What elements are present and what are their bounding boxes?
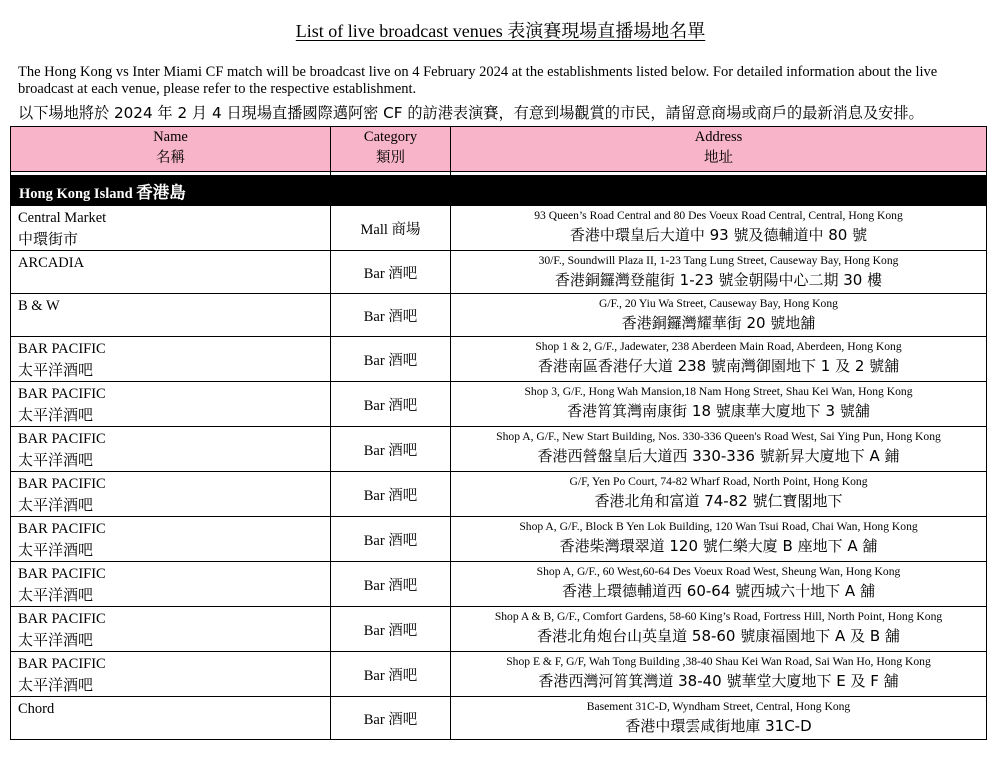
venue-category-cell (331, 652, 451, 697)
venue-name-en: BAR PACIFIC (18, 656, 106, 672)
venue-name-zh: 太平洋酒吧 (18, 676, 94, 694)
venue-address-en: 93 Queen’s Road Central and 80 Des Voeux Road Central, Central, Hong Kong (534, 209, 903, 222)
venue-address-en: Basement 31C-D, Wyndham Street, Central, Hong Kong (586, 700, 851, 713)
venue-address-cell (451, 607, 987, 652)
venue-name-en: BAR PACIFIC (18, 611, 106, 627)
venue-category-en: Bar (363, 352, 385, 369)
venue-category-cell (331, 517, 451, 562)
venue-category-cell (331, 337, 451, 382)
table-row (11, 427, 987, 472)
venue-category-zh: 酒吧 (388, 622, 418, 639)
venue-name-cell (11, 652, 331, 697)
venue-category-en: Bar (363, 667, 385, 684)
header-name-zh: 名稱 (156, 150, 185, 166)
table-row (11, 337, 987, 382)
venue-category-en: Bar (363, 397, 385, 414)
venue-category-cell (331, 562, 451, 607)
venue-name-cell (11, 517, 331, 562)
venue-category-en: Bar (363, 622, 385, 639)
header-category-zh: 類別 (376, 150, 405, 166)
venue-table (10, 126, 987, 740)
region-row (11, 176, 987, 206)
venue-category-cell (331, 427, 451, 472)
venue-category-zh: 酒吧 (388, 442, 418, 459)
venue-address-zh: 香港銅鑼灣登龍街 1-23 號金朝陽中心二期 30 樓 (554, 271, 883, 289)
venue-name-zh: 太平洋酒吧 (18, 451, 94, 469)
venue-name-en: BAR PACIFIC (18, 431, 106, 447)
venue-name-cell (11, 697, 331, 740)
venue-address-en: G/F., 20 Yiu Wa Street, Causeway Bay, Hong Kong (599, 297, 838, 310)
table-row (11, 382, 987, 427)
page-title-text: List of live broadcast venues 表演賽現場直播場地名單 (295, 21, 706, 41)
venue-category-zh: 酒吧 (388, 487, 418, 504)
venue-address-zh: 香港柴灣環翠道 120 號仁樂大廈 B 座地下 A 舖 (559, 537, 878, 555)
venue-address-zh: 香港筲箕灣南康街 18 號康華大廈地下 3 號舖 (567, 402, 870, 420)
venue-category-cell (331, 607, 451, 652)
venue-category-zh: 酒吧 (388, 265, 418, 282)
venue-name-cell (11, 562, 331, 607)
venue-name-zh: 太平洋酒吧 (18, 541, 94, 559)
venue-category-cell (331, 697, 451, 740)
venue-name-en: ARCADIA (18, 255, 85, 271)
venue-category-zh: 酒吧 (388, 308, 418, 325)
venue-category-cell (331, 472, 451, 517)
venue-name-zh: 中環街市 (18, 230, 79, 248)
venue-name-en: Chord (18, 701, 55, 717)
venue-category-en: Bar (363, 577, 385, 594)
venue-address-cell (451, 382, 987, 427)
venue-name-en: BAR PACIFIC (18, 341, 106, 357)
header-address-zh: 地址 (704, 150, 733, 166)
venue-name-en: BAR PACIFIC (18, 476, 106, 492)
venue-category-zh: 酒吧 (388, 397, 418, 414)
venue-name-cell (11, 607, 331, 652)
venue-name-cell (11, 427, 331, 472)
venue-address-zh: 香港上環德輔道西 60-64 號西城六十地下 A 舖 (562, 582, 875, 600)
intro-chinese: 以下場地將於 2024 年 2 月 4 日現場直播國際邁阿密 CF 的訪港表演賽，有意到場觀賞的市民，請留意商場或商戶的最新消息及安排。 (18, 104, 924, 122)
venue-category-en: Bar (363, 308, 385, 325)
venue-name-cell (11, 472, 331, 517)
page-title (0, 18, 1001, 44)
venue-address-cell (451, 427, 987, 472)
venue-address-zh: 香港中環皇后大道中 93 號及德輔道中 80 號 (569, 226, 868, 244)
table-header-row (11, 127, 987, 172)
venue-address-zh: 香港南區香港仔大道 238 號南灣御園地下 1 及 2 號舖 (537, 357, 900, 375)
venue-name-en: BAR PACIFIC (18, 521, 106, 537)
venue-address-zh: 香港西灣河筲箕灣道 38-40 號華堂大廈地下 E 及 F 舖 (538, 672, 899, 690)
venue-name-zh: 太平洋酒吧 (18, 631, 94, 649)
venue-address-en: G/F, Yen Po Court, 74-82 Wharf Road, North Point, Hong Kong (569, 475, 868, 488)
venue-category-zh: 酒吧 (388, 352, 418, 369)
table-row (11, 472, 987, 517)
venue-address-en: Shop A, G/F., New Start Building, Nos. 330-336 Queen's Road West, Sai Ying Pun, Hong Kong (496, 430, 941, 443)
venue-name-en: Central Market (18, 210, 107, 226)
venue-address-zh: 香港北角炮台山英皇道 58-60 號康福園地下 A 及 B 舖 (537, 627, 900, 645)
table-row (11, 697, 987, 740)
header-category-en: Category (363, 129, 418, 145)
header-address (451, 127, 987, 172)
venue-address-en: Shop E & F, G/F, Wah Tong Building ,38-40 Shau Kei Wan Road, Sai Wan Ho, Hong Kong (506, 655, 931, 668)
venue-address-cell (451, 472, 987, 517)
venue-address-cell (451, 206, 987, 251)
venue-category-en: Bar (363, 487, 385, 504)
table-row (11, 607, 987, 652)
venue-category-en: Bar (363, 532, 385, 549)
table-row (11, 294, 987, 337)
venue-name-en: B & W (18, 298, 60, 314)
header-name (11, 127, 331, 172)
header-category (331, 127, 451, 172)
venue-category-zh: 酒吧 (388, 532, 418, 549)
venue-address-en: 30/F., Soundwill Plaza II, 1-23 Tang Lung Street, Causeway Bay, Hong Kong (538, 254, 899, 267)
region-label (11, 176, 987, 206)
venue-category-en: Bar (363, 442, 385, 459)
venue-category-zh: 商場 (391, 221, 421, 238)
venue-category-cell (331, 206, 451, 251)
venue-name-en: BAR PACIFIC (18, 566, 106, 582)
venue-name-zh: 太平洋酒吧 (18, 406, 94, 424)
venue-name-zh: 太平洋酒吧 (18, 361, 94, 379)
venue-name-cell (11, 294, 331, 337)
header-name-en: Name (153, 129, 188, 145)
venue-category-cell (331, 294, 451, 337)
venue-address-en: Shop 1 & 2, G/F., Jadewater, 238 Aberdeen Main Road, Aberdeen, Hong Kong (535, 340, 902, 353)
venue-name-cell (11, 337, 331, 382)
venue-address-zh: 香港北角和富道 74-82 號仁寶閣地下 (594, 492, 843, 510)
venue-address-cell (451, 337, 987, 382)
venue-name-zh: 太平洋酒吧 (18, 586, 94, 604)
venue-category-en: Bar (363, 711, 385, 728)
venue-category-cell (331, 251, 451, 294)
venue-address-zh: 香港中環雲咸街地庫 31C-D (625, 717, 812, 735)
venue-name-cell (11, 382, 331, 427)
venue-name-zh: 太平洋酒吧 (18, 496, 94, 514)
region-en: Hong Kong Island (19, 185, 133, 202)
table-row (11, 251, 987, 294)
venue-address-cell (451, 562, 987, 607)
venue-address-cell (451, 652, 987, 697)
table-row (11, 517, 987, 562)
venue-category-zh: 酒吧 (388, 667, 418, 684)
venue-address-zh: 香港銅鑼灣耀華街 20 號地舖 (621, 314, 816, 332)
venue-address-en: Shop 3, G/F., Hong Wah Mansion,18 Nam Hong Street, Shau Kei Wan, Hong Kong (524, 385, 913, 398)
venue-name-en: BAR PACIFIC (18, 386, 106, 402)
venue-category-en: Bar (363, 265, 385, 282)
venue-address-en: Shop A, G/F., 60 West,60-64 Des Voeux Road West, Sheung Wan, Hong Kong (536, 565, 901, 578)
table-row (11, 562, 987, 607)
venue-address-cell (451, 697, 987, 740)
intro-english: The Hong Kong vs Inter Miami CF match will be broadcast live on 4 February 2024 at the establishments listed below. For detailed information about the live broadcast at each venue, please refer to the respective establishment. (18, 64, 938, 97)
venue-category-en: Mall (360, 221, 388, 238)
header-address-en: Address (694, 129, 743, 145)
venue-address-en: Shop A & B, G/F., Comfort Gardens, 58-60 King’s Road, Fortress Hill, North Point, Hong Kong (494, 610, 943, 623)
venue-name-cell (11, 206, 331, 251)
table-row (11, 206, 987, 251)
venue-category-cell (331, 382, 451, 427)
region-zh: 香港島 (136, 182, 186, 202)
venue-address-en: Shop A, G/F., Block B Yen Lok Building, 120 Wan Tsui Road, Chai Wan, Hong Kong (519, 520, 918, 533)
venue-address-cell (451, 251, 987, 294)
venue-name-cell (11, 251, 331, 294)
venue-address-cell (451, 294, 987, 337)
venue-category-zh: 酒吧 (388, 577, 418, 594)
venue-category-zh: 酒吧 (388, 711, 418, 728)
table-row (11, 652, 987, 697)
venue-address-zh: 香港西營盤皇后大道西 330-336 號新昇大廈地下 A 鋪 (537, 447, 900, 465)
venue-address-cell (451, 517, 987, 562)
